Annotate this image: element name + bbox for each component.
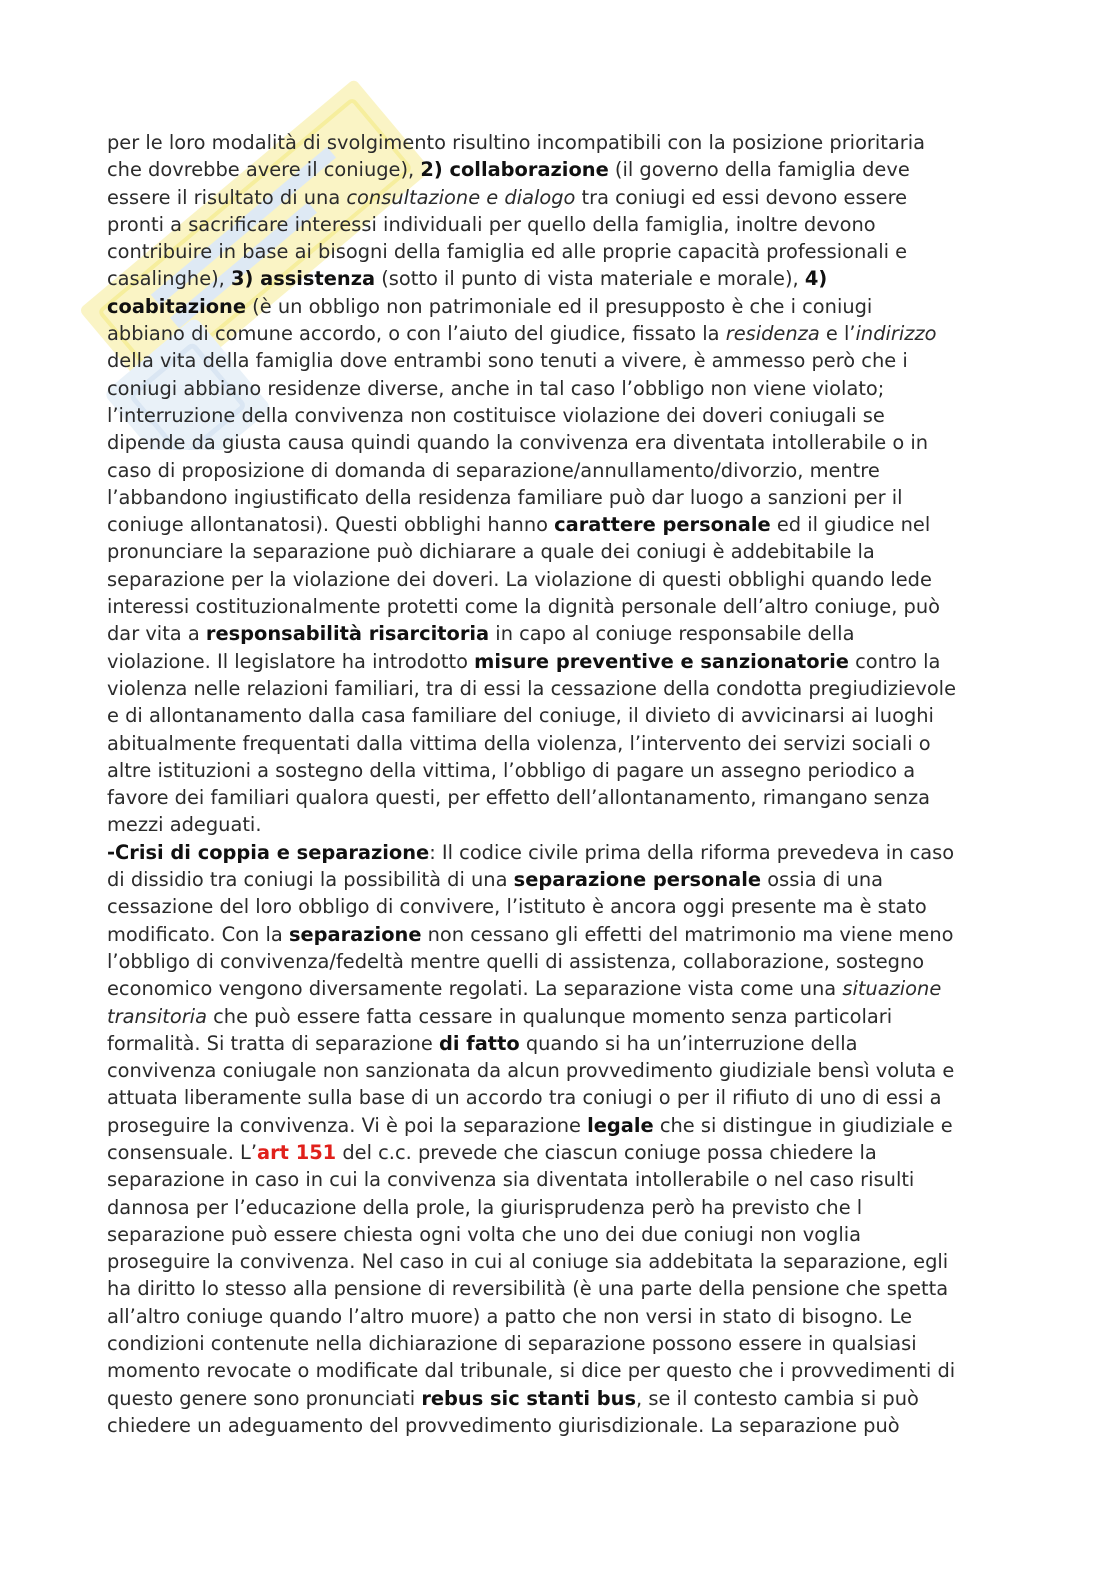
- text-line: [107, 1166, 1047, 1193]
- text-line: [107, 1330, 1047, 1357]
- text-segment: in capo al coniuge responsabile della: [489, 622, 855, 646]
- text-segment: dannosa per l’educazione della prole, la giurisprudenza però ha previsto che l: [107, 1195, 863, 1219]
- text-segment: tra coniugi ed essi devono essere: [575, 185, 908, 209]
- text-segment: pronunciare la separazione può dichiarare a quale dei coniugi è addebitabile la: [107, 540, 875, 564]
- text-segment: altre istituzioni a sostegno della vittima, l’obbligo di pagare un assegno periodico a: [107, 758, 916, 782]
- text-segment: che può essere fatta cessare in qualunque momento senza particolari: [206, 1004, 893, 1028]
- text-line: [107, 1248, 1047, 1275]
- text-line: [107, 757, 1047, 784]
- text-line: [107, 484, 1047, 511]
- text-line: [107, 566, 1047, 593]
- text-segment: ed il giudice nel: [770, 513, 931, 537]
- text-segment: (sotto il punto di vista materiale e morale),: [375, 267, 805, 291]
- text-segment: proseguire la convivenza. Vi è poi la separazione: [107, 1113, 588, 1137]
- bold-term: 3) assistenza: [231, 267, 376, 291]
- text-line: [107, 1385, 1047, 1412]
- text-segment: all’altro coniuge quando l’altro muore) a patto che non versi in stato di bisogno. Le: [107, 1304, 913, 1328]
- bold-term: carattere personale: [554, 513, 771, 537]
- text-line: [107, 839, 1047, 866]
- text-segment: cessazione del loro obbligo di convivere, l’istituto è ancora oggi presente ma è stato: [107, 895, 927, 919]
- text-segment: condizioni contenute nella dichiarazione di separazione possono essere in qualsiasi: [107, 1332, 917, 1356]
- text-segment: : Il codice civile prima della riforma prevedeva in caso: [429, 840, 955, 864]
- text-segment: l’obbligo di convivenza/fedeltà mentre quelli di assistenza, collaborazione, sostegno: [107, 949, 925, 973]
- bold-term: coabitazione: [107, 294, 246, 318]
- italic-term: consultazione e dialogo: [346, 185, 576, 209]
- text-segment: pronti a sacrificare interessi individuali per quello della famiglia, inoltre devono: [107, 212, 876, 236]
- text-segment: contro la: [848, 649, 941, 673]
- text-line: [107, 730, 1047, 757]
- text-line: [107, 1221, 1047, 1248]
- text-segment: attuata liberamente sulla base di un accordo tra coniugi o per il rifiuto di uno di essi a: [107, 1086, 942, 1110]
- text-segment: dar vita a: [107, 622, 206, 646]
- text-line: [107, 265, 1047, 292]
- text-line: [107, 1030, 1047, 1057]
- text-segment: favore dei familiari qualora questi, per effetto dell’allontanamento, rimangano senza: [107, 786, 931, 810]
- text-segment: abitualmente frequentati dalla vittima della violenza, l’intervento dei servizi sociali o: [107, 731, 931, 755]
- text-line: [107, 620, 1047, 647]
- text-line: [107, 1139, 1047, 1166]
- text-line: [107, 866, 1047, 893]
- text-line: [107, 511, 1047, 538]
- text-line: [107, 893, 1047, 920]
- text-line: [107, 320, 1047, 347]
- text-segment: coniugi abbiano residenze diverse, anche in tal caso l’obbligo non viene violato;: [107, 376, 885, 400]
- text-line: [107, 293, 1047, 320]
- text-segment: quando si ha un’interruzione della: [519, 1031, 858, 1055]
- text-segment: casalinghe),: [107, 267, 232, 291]
- text-segment: ha diritto lo stesso alla pensione di reversibilità (è una parte della pensione che spetta: [107, 1277, 949, 1301]
- text-line: [107, 429, 1047, 456]
- text-segment: caso di proposizione di domanda di separazione/annullamento/divorzio, mentre: [107, 458, 880, 482]
- text-segment: che dovrebbe avere il coniuge),: [107, 158, 421, 182]
- text-segment: per le loro modalità di svolgimento risultino incompatibili con la posizione prioritaria: [107, 131, 926, 154]
- text-line: [107, 402, 1047, 429]
- text-segment: della vita della famiglia dove entrambi sono tenuti a vivere, è ammesso però che i: [107, 349, 908, 373]
- text-segment: (il governo della famiglia deve: [608, 158, 910, 182]
- text-line: [107, 1303, 1047, 1330]
- text-segment: momento revocate o modificate dal tribunale, si dice per questo che i provvedimenti di: [107, 1359, 956, 1383]
- text-line: [107, 1057, 1047, 1084]
- bold-term: -Crisi di coppia e separazione: [107, 840, 430, 864]
- bold-term: legale: [587, 1113, 654, 1137]
- text-segment: convivenza coniugale non sanzionata da alcun provvedimento giudiziale bensì voluta e: [107, 1059, 955, 1083]
- bold-term: di fatto: [439, 1031, 520, 1055]
- text-segment: separazione per la violazione dei doveri. La violazione di questi obblighi quando lede: [107, 567, 932, 591]
- text-line: [107, 948, 1047, 975]
- article-reference: art 151: [257, 1140, 337, 1164]
- text-segment: questo genere sono pronunciati: [107, 1386, 422, 1410]
- text-line: [107, 184, 1047, 211]
- text-line: [107, 921, 1047, 948]
- text-line: [107, 675, 1047, 702]
- italic-term: transitoria: [107, 1004, 207, 1028]
- text-segment: separazione può essere chiesta ogni volta che uno dei due coniugi non voglia: [107, 1222, 862, 1246]
- text-line: [107, 1412, 1047, 1439]
- text-segment: e l’: [819, 322, 856, 346]
- text-segment: abbiano di comune accordo, o con l’aiuto del giudice, fissato la: [107, 322, 726, 346]
- text-line: [107, 593, 1047, 620]
- bold-term: separazione personale: [513, 868, 762, 892]
- text-segment: e di allontanamento dalla casa familiare del coniuge, il divieto di avvicinarsi ai luoghi: [107, 704, 934, 728]
- text-line: [107, 538, 1047, 565]
- text-line: [107, 1275, 1047, 1302]
- text-segment: modificato. Con la: [107, 922, 289, 946]
- text-segment: (è un obbligo non patrimoniale ed il presupposto è che i coniugi: [246, 294, 873, 318]
- text-segment: consensuale. L’: [107, 1140, 258, 1164]
- text-segment: l’abbandono ingiustificato della residenza familiare può dar luogo a sanzioni per il: [107, 485, 903, 509]
- text-line: [107, 975, 1047, 1002]
- text-line: [107, 811, 1047, 838]
- bold-term: separazione: [288, 922, 422, 946]
- text-segment: coniuge allontanatosi). Questi obblighi hanno: [107, 513, 555, 537]
- text-segment: formalità. Si tratta di separazione: [107, 1031, 439, 1055]
- text-segment: interessi costituzionalmente protetti come la dignità personale dell’altro coniuge, può: [107, 595, 940, 619]
- text-line: [107, 648, 1047, 675]
- italic-term: residenza: [725, 322, 820, 346]
- text-segment: economico vengono diversamente regolati. La separazione vista come una: [107, 977, 843, 1001]
- text-line: [107, 156, 1047, 183]
- bold-term: responsabilità risarcitoria: [205, 622, 490, 646]
- text-segment: separazione in caso in cui la convivenza sia diventata intollerabile o nel caso risulti: [107, 1168, 915, 1192]
- text-segment: l’interruzione della convivenza non costituisce violazione dei doveri coniugali se: [107, 403, 885, 427]
- text-line: [107, 702, 1047, 729]
- bold-term: 4): [804, 267, 828, 291]
- text-segment: contribuire in base ai bisogni della famiglia ed alle proprie capacità professionali e: [107, 240, 908, 264]
- text-segment: ossia di una: [761, 868, 884, 892]
- text-line: [107, 375, 1047, 402]
- text-line: [107, 129, 1047, 156]
- text-line: [107, 1084, 1047, 1111]
- text-line: [107, 1112, 1047, 1139]
- text-segment: mezzi adeguati.: [107, 813, 262, 837]
- text-segment: chiedere un adeguamento del provvedimento giurisdizionale. La separazione può: [107, 1413, 900, 1437]
- text-line: [107, 1003, 1047, 1030]
- text-segment: essere il risultato di una: [107, 185, 347, 209]
- text-line: [107, 347, 1047, 374]
- text-line: [107, 211, 1047, 238]
- bold-term: misure preventive e sanzionatorie: [474, 649, 849, 673]
- text-segment: proseguire la convivenza. Nel caso in cui al coniuge sia addebitata la separazione, egli: [107, 1250, 949, 1274]
- italic-term: situazione: [842, 977, 942, 1001]
- text-segment: che si distingue in giudiziale e: [653, 1113, 953, 1137]
- text-segment: , se il contesto cambia si può: [636, 1386, 919, 1410]
- italic-term: indirizzo: [855, 322, 937, 346]
- text-line: [107, 238, 1047, 265]
- text-segment: di dissidio tra coniugi la possibilità di una: [107, 868, 514, 892]
- text-segment: del c.c. prevede che ciascun coniuge possa chiedere la: [336, 1140, 877, 1164]
- bold-term: rebus sic stanti bus: [421, 1386, 637, 1410]
- text-segment: dipende da giusta causa quindi quando la convivenza era diventata intollerabile o in: [107, 431, 929, 455]
- text-line: [107, 1194, 1047, 1221]
- text-segment: violenza nelle relazioni familiari, tra di essi la cessazione della condotta pregiudizievole: [107, 676, 956, 700]
- text-line: [107, 1357, 1047, 1384]
- text-segment: violazione. Il legislatore ha introdotto: [107, 649, 475, 673]
- text-line: [107, 784, 1047, 811]
- text-segment: non cessano gli effetti del matrimonio ma viene meno: [421, 922, 954, 946]
- bold-term: 2) collaborazione: [420, 158, 609, 182]
- text-line: [107, 457, 1047, 484]
- document-body: [107, 129, 1047, 1439]
